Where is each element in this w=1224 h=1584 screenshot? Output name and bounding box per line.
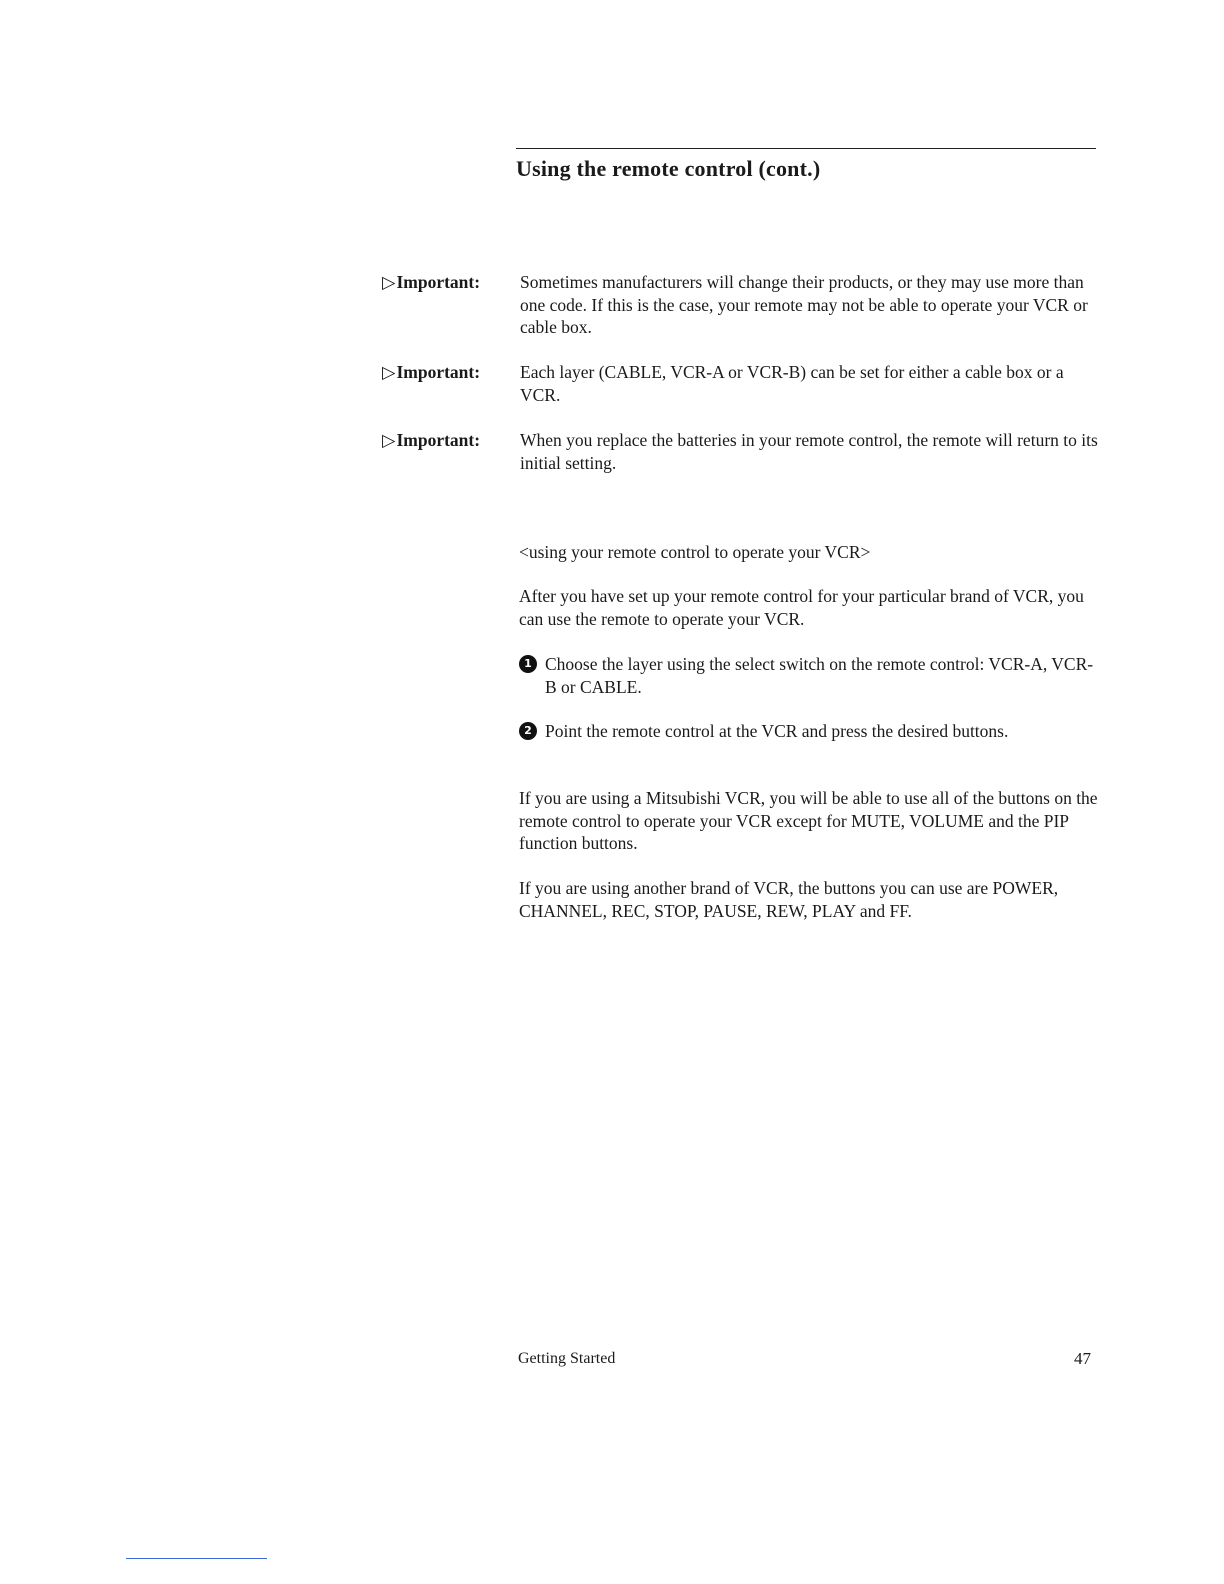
step-number-icon: 1 <box>519 655 537 673</box>
step-item <box>519 653 1099 698</box>
important-label-text: Important: <box>396 430 481 450</box>
important-label <box>382 429 480 452</box>
triangle-icon: ▷ <box>382 272 396 292</box>
step-text: Point the remote control at the VCR and press the desired buttons. <box>545 721 1009 741</box>
step-item <box>519 720 1099 743</box>
triangle-icon: ▷ <box>382 430 396 450</box>
page-title: Using the remote control (cont.) <box>516 156 821 181</box>
important-note-text: Sometimes manufacturers will change their products, or they may use more than one code. If this is the case, your remote may not be able to operate your VCR or cable box. <box>520 272 1088 337</box>
intro-paragraph: After you have set up your remote control for your particular brand of VCR, you can use the remote to operate your VCR. <box>519 586 1084 629</box>
other-brand-paragraph: If you are using another brand of VCR, the buttons you can use are POWER, CHANNEL, REC, STOP, PAUSE, REW, PLAY and FF. <box>519 878 1059 921</box>
important-note-text: Each layer (CABLE, VCR-A or VCR-B) can be set for either a cable box or a VCR. <box>520 362 1064 405</box>
page-number: 47 <box>1074 1349 1091 1368</box>
bottom-rule <box>126 1558 267 1559</box>
footer-section-name: Getting Started <box>518 1350 616 1367</box>
important-label-text: Important: <box>396 362 481 382</box>
step-number-icon: 2 <box>519 722 537 740</box>
important-label <box>382 361 480 384</box>
mitsubishi-paragraph: If you are using a Mitsubishi VCR, you will be able to use all of the buttons on the remote control to operate your VCR except for MUTE, VOLUME and the PIP function buttons. <box>519 788 1098 853</box>
important-label <box>382 271 480 294</box>
triangle-icon: ▷ <box>382 362 396 382</box>
section-heading: <using your remote control to operate your VCR> <box>519 542 871 562</box>
header-rule <box>516 148 1096 149</box>
important-label-text: Important: <box>396 272 481 292</box>
important-note-text: When you replace the batteries in your remote control, the remote will return to its initial setting. <box>520 430 1098 473</box>
step-text: Choose the layer using the select switch on the remote control: VCR-A, VCR-B or CABLE. <box>545 654 1094 697</box>
